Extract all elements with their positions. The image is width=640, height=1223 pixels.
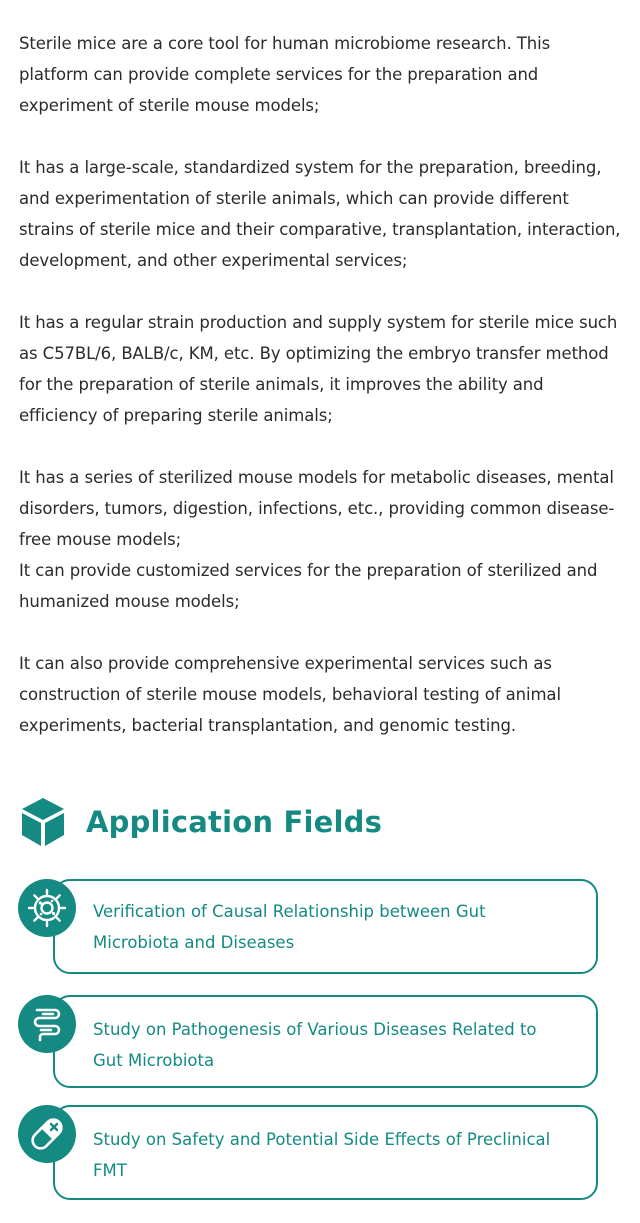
capsule-icon [18, 1105, 76, 1163]
application-field-card [53, 1105, 598, 1200]
application-field-label: Study on Safety and Potential Side Effects of Preclinical FMT [93, 1130, 551, 1180]
section-title: Application Fields [86, 805, 383, 839]
application-field-card [53, 879, 598, 974]
intro-paragraph: It has a regular strain production and supply system for sterile mice such as C57BL/6, BALB/c, KM, etc. By optimizing the embryo transfer method for the preparation of sterile animals, it improves the ability and efficiency of preparing sterile animals; [19, 313, 618, 425]
intro-paragraph: It can provide customized services for the preparation of sterilized and humanized mouse models; [19, 561, 598, 611]
intro-paragraph: It has a series of sterilized mouse models for metabolic diseases, mental disorders, tumors, digestion, infections, etc., providing common disease-free mouse models; [19, 468, 615, 549]
intro-paragraph: It can also provide comprehensive experimental services such as construction of sterile mouse models, behavioral testing of animal experiments, bacterial transplantation, and genomic testing. [19, 654, 561, 735]
application-field-label: Study on Pathogenesis of Various Diseases Related to Gut Microbiota [93, 1020, 537, 1070]
intro-paragraph: It has a large-scale, standardized system for the preparation, breeding, and experimentation of sterile animals, which can provide different strains of sterile mice and their comparative, transplantation, interaction, development, and other experimental services; [19, 158, 621, 270]
microbe-icon [18, 879, 76, 937]
cube-icon [19, 796, 67, 848]
intro-paragraph: Sterile mice are a core tool for human microbiome research. This platform can provide complete services for the preparation and experiment of sterile mouse models; [19, 34, 551, 115]
application-field-card [53, 995, 598, 1088]
intestine-icon [18, 995, 76, 1053]
application-field-label: Verification of Causal Relationship between Gut Microbiota and Diseases [93, 902, 486, 952]
application-fields-heading [19, 796, 382, 848]
intro-section [19, 28, 621, 772]
